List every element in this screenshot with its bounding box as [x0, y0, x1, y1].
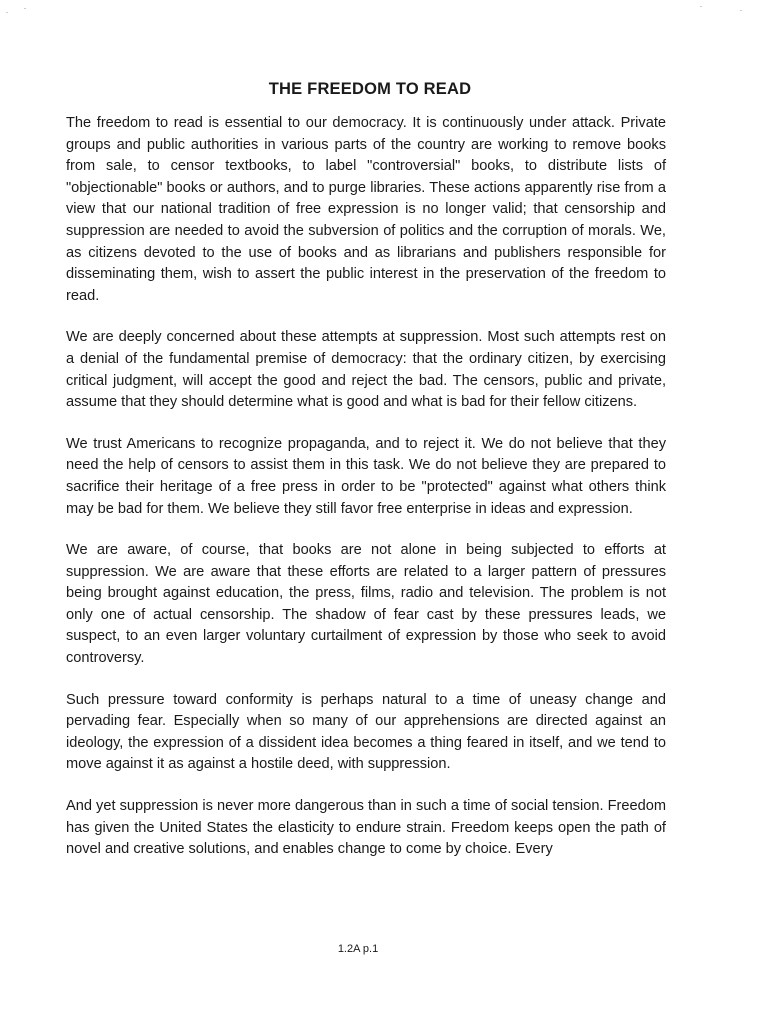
paragraph: Such pressure toward conformity is perhaps natural to a time of uneasy change and pervading fear. Especially when so many of our apprehensions are directed against an ideology, the expression of a dissident idea becomes a thing feared in itself, and we tend to move against it as against a hostile deed, with suppression.: [66, 691, 666, 773]
scan-speck: [700, 6, 702, 7]
paragraph: We are deeply concerned about these attempts at suppression. Most such attempts rest on a denial of the fundamental premise of democracy: that the ordinary citizen, by exercising critical judgment, will accept the good and reject the bad. The censors, public and private, assume that they should determine what is good and what is bad for their fellow citizens.: [66, 329, 666, 411]
paragraph: The freedom to read is essential to our democracy. It is continuously under attack. Private groups and public authorities in various parts of the country are working to remove books from sale, to censor textbooks, to label "controversial" books, to distribute lists of "objectionable" books or authors, and to purge libraries. These actions apparently rise from a view that our national tradition of free expression is no longer valid; that censorship and suppression are needed to avoid the subversion of politics and the corruption of morals. We, as citizens devoted to the use of books and as librarians and publishers responsible for disseminating them, wish to assert the public interest in the preservation of the freedom to read.: [66, 115, 666, 304]
scan-speck: [740, 10, 742, 11]
document-body: [66, 113, 666, 881]
document-title: THE FREEDOM TO READ: [268, 80, 472, 98]
paragraph: We are aware, of course, that books are not alone in being subjected to efforts at suppression. We are aware that these efforts are related to a larger pattern of pressures being brought against education, the press, films, radio and television. The problem is not only one of actual censorship. The shadow of fear cast by these pressures leads, we suspect, to an even larger voluntary curtailment of expression by those who seek to avoid controversy.: [66, 542, 666, 667]
scan-speck: [24, 8, 26, 9]
paragraph: And yet suppression is never more dangerous than in such a time of social tension. Freedom has given the United States the elasticity to endure strain. Freedom keeps open the path of novel and creative solutions, and enables change to come by choice. Every: [66, 798, 666, 858]
scan-speck: [6, 12, 8, 13]
page-number: 1.2A p.1: [337, 943, 379, 955]
paragraph: We trust Americans to recognize propaganda, and to reject it. We do not believe that they need the help of censors to assist them in this task. We do not believe they are prepared to sacrifice their heritage of a free press in order to be "protected" against what others think may be bad for them. We believe they still favor free enterprise in ideas and expression.: [66, 435, 666, 517]
